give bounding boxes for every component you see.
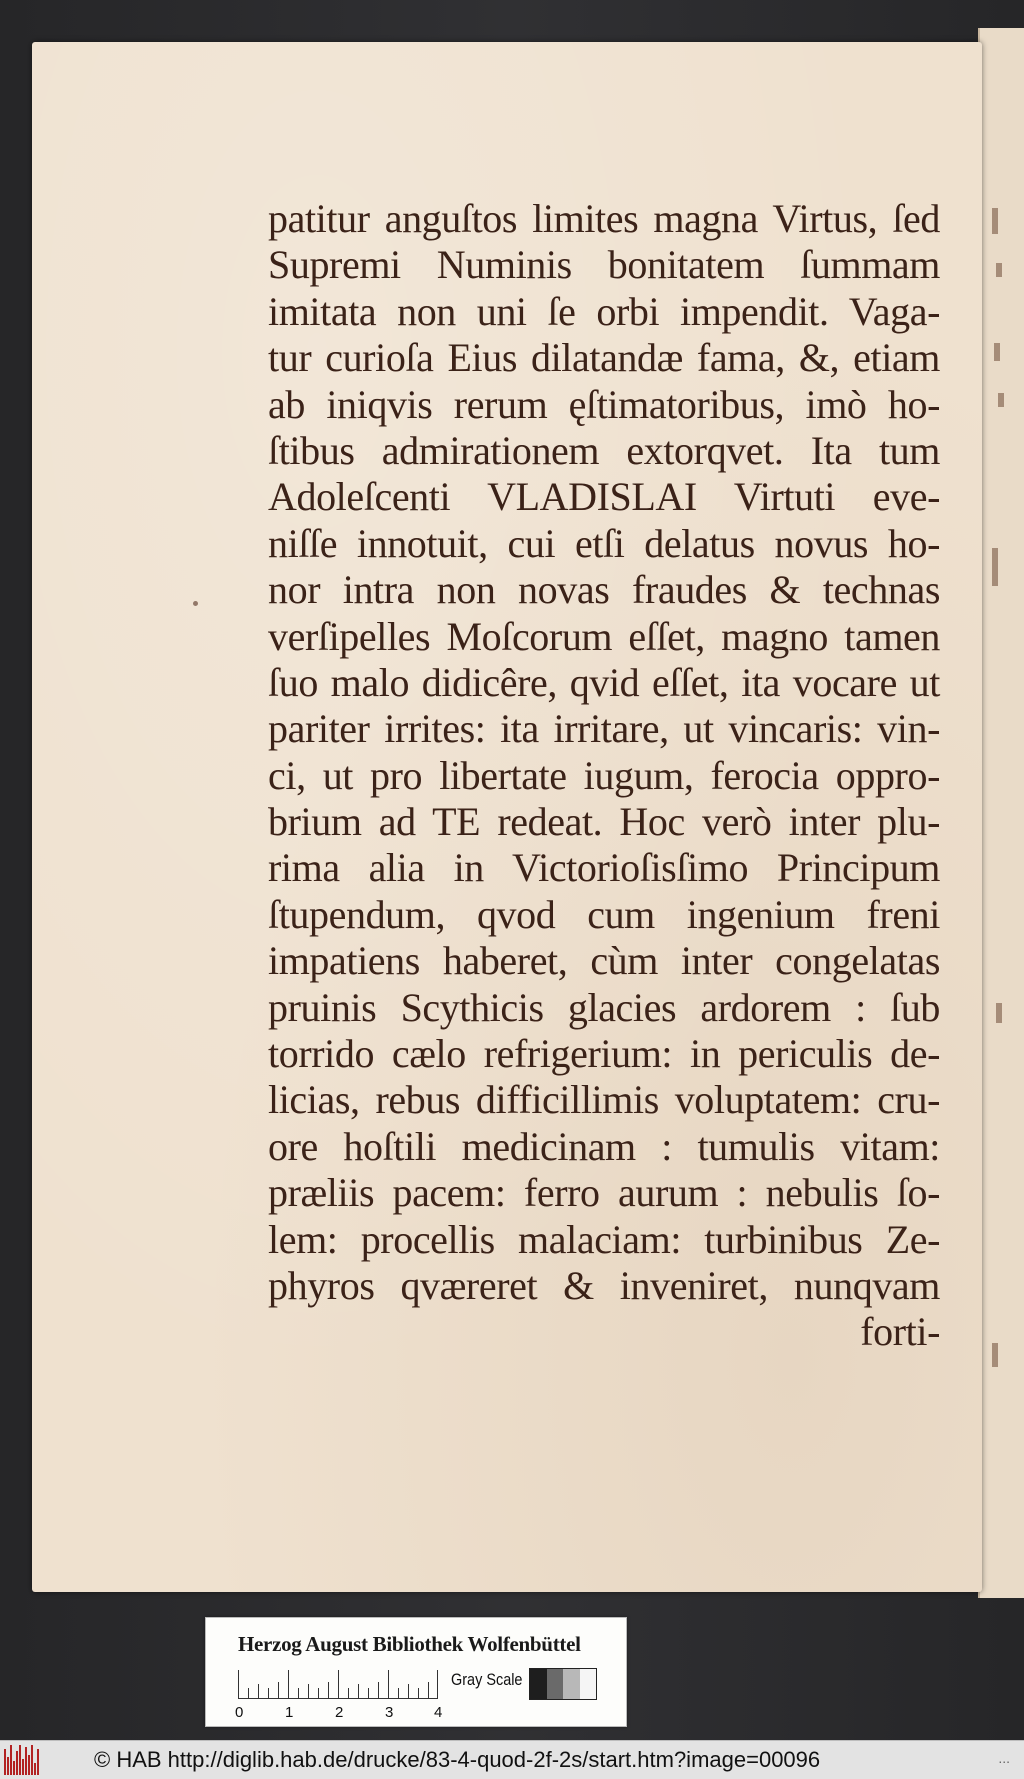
text-line: Adoleſcenti VLADISLAI Virtuti eve- xyxy=(268,474,940,520)
gray-swatch xyxy=(580,1669,597,1699)
color-scale-card xyxy=(205,1617,627,1727)
text-line: nor intra non novas fraudes & technas xyxy=(268,567,940,613)
footer-bar xyxy=(0,1740,1024,1779)
text-line: ſtupendum, qvod cum ingenium freni xyxy=(268,891,940,937)
text-line: ſtibus admirationem extorqvet. Ita tum xyxy=(268,427,940,473)
text-line: Supremi Numinis bonitatem ſummam xyxy=(268,242,940,288)
ruler-label-3: 3 xyxy=(385,1704,394,1721)
text-line: impatiens haberet, cùm inter congelatas xyxy=(268,938,940,984)
text-line: ore hoſtili medicinam : tumulis vitam: xyxy=(268,1123,940,1169)
ruler-label-2: 2 xyxy=(335,1704,344,1721)
text-line: ab iniqvis rerum ęſtimatoribus, imò ho- xyxy=(268,381,940,427)
ruler-label-1: 1 xyxy=(285,1704,294,1721)
ruler-label-0: 0 xyxy=(235,1704,244,1721)
library-name: Herzog August Bibliothek Wolfenbüttel xyxy=(238,1632,581,1656)
more-icon[interactable]: ... xyxy=(998,1750,1010,1766)
gray-swatch xyxy=(547,1669,564,1699)
text-line: imitata non uni ſe orbi impendit. Vaga- xyxy=(268,288,940,334)
gray-swatch xyxy=(530,1669,547,1699)
text-line: præliis pacem: ferro aurum : nebulis ſo- xyxy=(268,1170,940,1216)
text-line: niſſe innotuit, cui etſi delatus novus ho- xyxy=(268,520,940,566)
ruler-label-4: 4 xyxy=(434,1704,443,1721)
text-line: ci, ut pro libertate iugum, ferocia oppro- xyxy=(268,752,940,798)
text-line: lem: procellis malaciam: turbinibus Ze- xyxy=(268,1216,940,1262)
text-line: licias, rebus difficillimis voluptatem: cru- xyxy=(268,1077,940,1123)
hab-logo-icon xyxy=(4,1745,48,1775)
footer-url[interactable]: © HAB http://diglib.hab.de/drucke/83-4-quod-2f-2s/start.htm?image=00096 xyxy=(94,1747,821,1772)
text-line: pruinis Scythicis glacies ardorem : ſub xyxy=(268,984,940,1030)
text-line: brium ad TE redeat. Hoc verò inter plu- xyxy=(268,799,940,845)
ink-spot xyxy=(193,601,198,606)
text-line: pariter irrites: ita irritare, ut vincaris: vin- xyxy=(268,706,940,752)
text-line: phyros qværeret & inveniret, nunqvam xyxy=(268,1262,940,1308)
text-line: patitur anguſtos limites magna Virtus, ſed xyxy=(268,196,940,241)
catchword: forti- xyxy=(860,1309,940,1355)
text-line: verſipelles Moſcorum eſſet, magno tamen xyxy=(268,613,940,659)
gray-scale-label: Gray Scale xyxy=(451,1670,523,1689)
gray-scale-strip xyxy=(529,1668,597,1700)
adjacent-page-edge xyxy=(978,28,1024,1598)
page-text xyxy=(268,196,940,1356)
gray-swatch xyxy=(563,1669,580,1699)
text-line: tur curioſa Eius dilatandæ fama, &, etiam xyxy=(268,335,940,381)
ruler xyxy=(238,1670,438,1699)
text-line: ſuo malo didicêre, qvid eſſet, ita vocare ut xyxy=(268,659,940,705)
text-line: torrido cælo refrigerium: in periculis de- xyxy=(268,1031,940,1077)
text-line: rima alia in Victorioſisſimo Principum xyxy=(268,845,940,891)
